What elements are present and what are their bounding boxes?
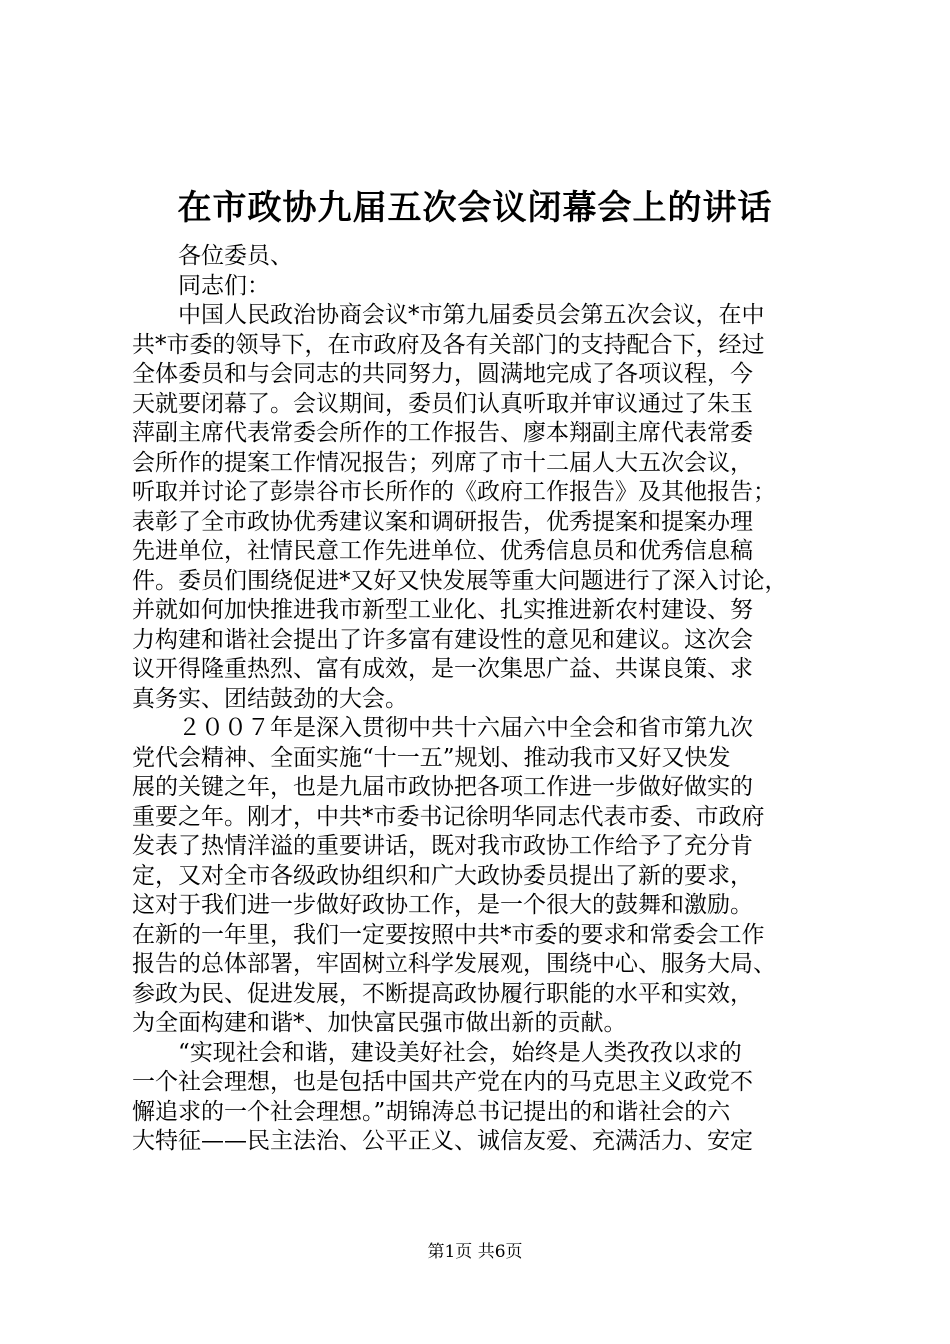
paragraph-line: 一个社会理想，也是包括中国共产党在内的马克思主义政党不 xyxy=(132,1069,753,1095)
paragraph-line: 萍副主席代表常委会所作的工作报告、廖本翔副主席代表常委 xyxy=(132,420,753,446)
paragraph-line: 听取并讨论了彭崇谷市长所作的《政府工作报告》及其他报告； xyxy=(132,479,776,505)
paragraph-line: 展的关键之年，也是九届市政协把各项工作进一步做好做实的 xyxy=(132,774,753,800)
paragraph xyxy=(132,301,832,714)
paragraph-line: 重要之年。刚才，中共*市委书记徐明华同志代表市委、市政府 xyxy=(132,803,765,830)
paragraph-line: 懈追求的一个社会理想。”胡锦涛总书记提出的和谐社会的六 xyxy=(132,1098,731,1125)
paragraph-line: 定，又对全市各级政协组织和广大政协委员提出了新的要求， xyxy=(132,862,753,889)
paragraph-line: 大特征——民主法治、公平正义、诚信友爱、充满活力、安定 xyxy=(132,1128,753,1154)
paragraph-line: 发表了热情洋溢的重要讲话，既对我市政协工作给予了充分肯 xyxy=(132,833,753,859)
paragraph-line: 这对于我们进一步做好政协工作，是一个很大的鼓舞和激励。 xyxy=(132,892,753,918)
paragraph-line: 力构建和谐社会提出了许多富有建设性的意见和建议。这次会 xyxy=(132,626,753,653)
paragraph-line: 天就要闭幕了。会议期间，委员们认真听取并审议通过了朱玉 xyxy=(132,390,753,417)
paragraph-line: 共*市委的领导下，在市政府及各有关部门的支持配合下，经过 xyxy=(132,331,765,358)
paragraph-line: 议开得隆重热烈、富有成效，是一次集思广益、共谋良策、求 xyxy=(132,656,753,682)
salutation-line: 各位委员、 xyxy=(178,243,293,269)
document-body xyxy=(132,242,832,1157)
paragraph-line: 为全面构建和谐*、加快富民强市做出新的贡献。 xyxy=(132,1010,627,1036)
page-footer: 第1页 共6页 xyxy=(427,1242,523,1262)
paragraph-line: 报告的总体部署，牢固树立科学发展观，围绕中心、服务大局、 xyxy=(132,951,776,977)
paragraph-line: 中国人民政治协商会议*市第九届委员会第五次会议，在中 xyxy=(178,302,765,328)
paragraph-line: 党代会精神、全面实施“十一五”规划、推动我市又好又快发 xyxy=(132,744,731,771)
paragraph-line: 在新的一年里，我们一定要按照中共*市委的要求和常委会工作 xyxy=(132,921,765,948)
paragraph xyxy=(132,714,832,1039)
document-title: 在市政协九届五次会议闭幕会上的讲话 xyxy=(177,188,773,228)
paragraph-line: 先进单位，社情民意工作先进单位、优秀信息员和优秀信息稿 xyxy=(132,538,753,564)
paragraph-line: 并就如何加快推进我市新型工业化、扎实推进新农村建设、努 xyxy=(132,597,753,623)
paragraph-line: ２００７年是深入贯彻中共十六届六中全会和省市第九次 xyxy=(178,715,753,741)
paragraph-line: 全体委员和与会同志的共同努力，圆满地完成了各项议程，今 xyxy=(132,361,753,387)
salutation-line: 同志们： xyxy=(178,272,270,299)
paragraph-line: 参政为民、促进发展，不断提高政协履行职能的水平和实效， xyxy=(132,980,753,1007)
paragraph xyxy=(132,1039,832,1157)
paragraph-line: 表彰了全市政协优秀建议案和调研报告，优秀提案和提案办理 xyxy=(132,508,753,535)
paragraph-line: 件。委员们围绕促进*又好又快发展等重大问题进行了深入讨论， xyxy=(132,567,788,594)
paragraph-line: “实现社会和谐，建设美好社会，始终是人类孜孜以求的 xyxy=(178,1039,742,1066)
paragraph-line: 会所作的提案工作情况报告；列席了市十二届人大五次会议， xyxy=(132,449,753,476)
paragraph-line: 真务实、团结鼓劲的大会。 xyxy=(132,685,408,712)
